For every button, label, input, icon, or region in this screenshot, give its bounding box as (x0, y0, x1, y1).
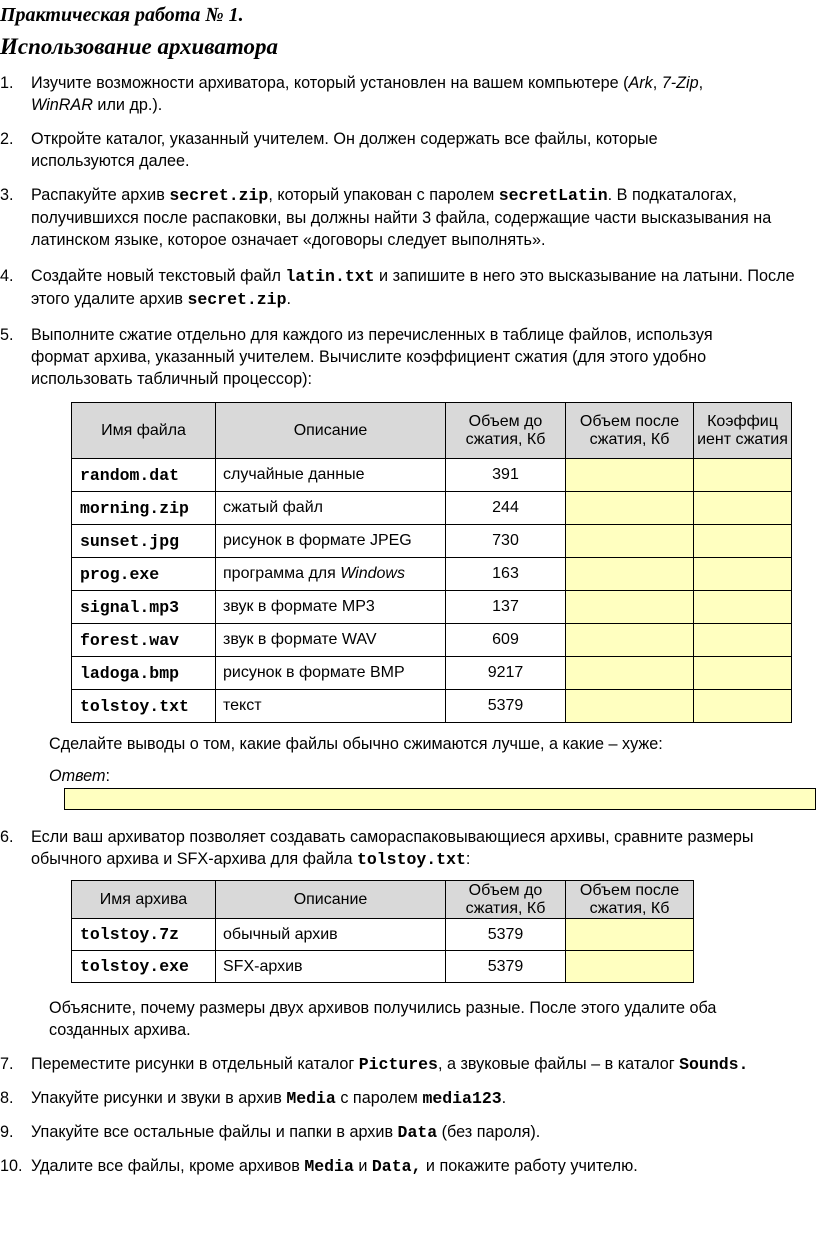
archive-name: Media (286, 1089, 336, 1108)
folder-name: Sounds. (679, 1055, 749, 1074)
size-before-cell: 5379 (446, 690, 566, 723)
column-header: Описание (216, 403, 446, 459)
ratio-input[interactable] (694, 558, 792, 591)
ratio-input[interactable] (694, 591, 792, 624)
size-after-input[interactable] (566, 525, 694, 558)
file-name-cell: morning.zip (72, 492, 216, 525)
task-number: 5. (0, 326, 14, 344)
size-after-input[interactable] (566, 558, 694, 591)
description-cell: SFX-архив (216, 951, 446, 983)
column-header: Коэффиц иент сжатия (694, 403, 792, 459)
size-before-cell: 609 (446, 624, 566, 657)
password: media123 (422, 1089, 502, 1108)
file-name-cell: ladoga.bmp (72, 657, 216, 690)
file-name-cell: random.dat (72, 459, 216, 492)
description-cell: звук в формате MP3 (216, 591, 446, 624)
worksheet-title: Практическая работа № 1. (0, 4, 244, 26)
task-text: Создайте новый текстовый файл latin.txt и запишите в него это высказывание на латыни. После этого удалите архив secret.zip. (31, 267, 795, 309)
ratio-input[interactable] (694, 657, 792, 690)
task-number: 10. (0, 1157, 23, 1175)
size-before-cell: 5379 (446, 919, 566, 951)
description-cell: рисунок в формате JPEG (216, 525, 446, 558)
archive-name: secret.zip (187, 290, 287, 309)
description-cell: звук в формате WAV (216, 624, 446, 657)
size-before-cell: 163 (446, 558, 566, 591)
column-header: Имя архива (72, 881, 216, 919)
explain-prompt: Объясните, почему размеры двух архивов получились разные. После этого удалите оба созданных архива. (49, 999, 717, 1039)
size-after-input[interactable] (566, 624, 694, 657)
size-before-cell: 244 (446, 492, 566, 525)
column-header: Описание (216, 881, 446, 919)
table-row (72, 919, 694, 951)
file-name-cell: signal.mp3 (72, 591, 216, 624)
task-text: Если ваш архиватор позволяет создавать самораспаковывающиеся архивы, сравните размеры обычного архива и SFX-архива для файла tolstoy.txt: (31, 828, 754, 869)
description-cell: программа для Windows (216, 558, 446, 591)
folder-name: Pictures (358, 1055, 438, 1074)
file-name-cell: prog.exe (72, 558, 216, 591)
size-after-input[interactable] (566, 951, 694, 983)
table-row (72, 624, 792, 657)
size-before-cell: 730 (446, 525, 566, 558)
column-header: Объем после сжатия, Кб (566, 403, 694, 459)
task-text: Распакуйте архив secret.zip, который упакован с паролем secretLatin. В подкаталогах, получившихся после распаковки, вы должны найти 3 файла, содержащие части высказывания на латинском языке, которое означает «договоры следует выполнять». (31, 186, 772, 249)
size-before-cell: 9217 (446, 657, 566, 690)
table-row (72, 690, 792, 723)
task-number: 6. (0, 828, 14, 846)
description-cell: рисунок в формате BMP (216, 657, 446, 690)
answer-label: Ответ: (49, 767, 110, 785)
size-after-input[interactable] (566, 657, 694, 690)
size-after-input[interactable] (566, 919, 694, 951)
file-name-cell: forest.wav (72, 624, 216, 657)
table-row (72, 558, 792, 591)
description-cell: обычный архив (216, 919, 446, 951)
task-number: 1. (0, 74, 14, 92)
archive-name: Data, (371, 1157, 422, 1176)
ratio-input[interactable] (694, 492, 792, 525)
archive-name-cell: tolstoy.exe (72, 951, 216, 983)
column-header: Объем до сжатия, Кб (446, 881, 566, 919)
answer-input[interactable] (64, 788, 816, 810)
task-number: 7. (0, 1055, 14, 1073)
compression-table (71, 402, 792, 723)
description-cell: сжатый файл (216, 492, 446, 525)
task-number: 9. (0, 1123, 14, 1141)
file-name: tolstoy.txt (356, 850, 466, 869)
column-header: Объем до сжатия, Кб (446, 403, 566, 459)
task-number: 4. (0, 267, 14, 285)
password: secretLatin (498, 186, 608, 205)
sfx-comparison-table (71, 880, 694, 983)
task-text: Упакуйте все остальные файлы и папки в архив Data (без пароля). (31, 1123, 541, 1142)
ratio-input[interactable] (694, 624, 792, 657)
conclusion-prompt: Сделайте выводы о том, какие файлы обычно сжимаются лучше, а какие – хуже: (49, 735, 663, 753)
size-before-cell: 5379 (446, 951, 566, 983)
file-name-cell: tolstoy.txt (72, 690, 216, 723)
task-text: Изучите возможности архиватора, который установлен на вашем компьютере (Ark, 7-Zip, WinRAR или др.). (31, 74, 704, 114)
file-name: latin.txt (285, 267, 375, 286)
table-row (72, 951, 694, 983)
table-row (72, 459, 792, 492)
description-cell: случайные данные (216, 459, 446, 492)
archive-name: Media (304, 1157, 354, 1176)
column-header: Имя файла (72, 403, 216, 459)
task-text: Выполните сжатие отдельно для каждого из перечисленных в таблице файлов, используя формат архива, указанный учителем. Вычислите коэффициент сжатия (для этого удобно использовать табличный процессор): (31, 326, 713, 388)
archive-name-cell: tolstoy.7z (72, 919, 216, 951)
table-row (72, 591, 792, 624)
worksheet-subtitle: Использование архиватора (0, 34, 278, 59)
task-text: Переместите рисунки в отдельный каталог Pictures, а звуковые файлы – в каталог Sounds. (31, 1055, 749, 1074)
size-after-input[interactable] (566, 459, 694, 492)
column-header: Объем после сжатия, Кб (566, 881, 694, 919)
table-row (72, 657, 792, 690)
task-number: 3. (0, 186, 14, 204)
size-before-cell: 137 (446, 591, 566, 624)
task-text: Удалите все файлы, кроме архивов Media и Data, и покажите работу учителю. (31, 1157, 638, 1176)
ratio-input[interactable] (694, 525, 792, 558)
table-row (72, 492, 792, 525)
description-cell: текст (216, 690, 446, 723)
ratio-input[interactable] (694, 459, 792, 492)
task-text: Откройте каталог, указанный учителем. Он должен содержать все файлы, которые используются далее. (31, 130, 658, 170)
size-after-input[interactable] (566, 591, 694, 624)
archive-name: secret.zip (169, 186, 269, 205)
table-row (72, 525, 792, 558)
task-number: 2. (0, 130, 14, 148)
size-before-cell: 391 (446, 459, 566, 492)
task-number: 8. (0, 1089, 14, 1107)
ratio-input[interactable] (694, 690, 792, 723)
size-after-input[interactable] (566, 492, 694, 525)
archive-name: Data (397, 1123, 438, 1142)
size-after-input[interactable] (566, 690, 694, 723)
task-text: Упакуйте рисунки и звуки в архив Media с паролем media123. (31, 1089, 507, 1108)
file-name-cell: sunset.jpg (72, 525, 216, 558)
